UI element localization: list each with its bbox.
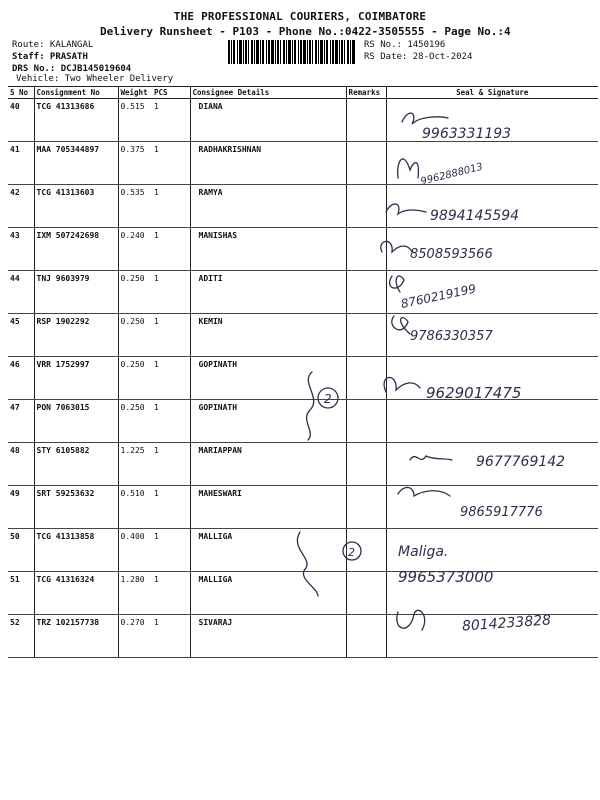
cell-pcs: [152, 486, 190, 529]
handwritten-43: 8508593566: [410, 247, 493, 262]
table-row: [8, 271, 598, 314]
cell-consignment-text: TNJ 9603979: [36, 274, 90, 283]
table-row: [8, 142, 598, 185]
cell-consignee-text: GOPINATH: [198, 360, 238, 369]
cell-pcs-text: 1: [154, 360, 159, 369]
cell-sno: [8, 400, 34, 443]
cell-consignment-text: TCG 41313603: [36, 188, 95, 197]
cell-consignment: [34, 185, 118, 228]
cell-consignment: [34, 357, 118, 400]
cell-weight: [118, 314, 152, 357]
cell-remarks: [346, 99, 386, 142]
runsheet-subtitle: Delivery Runsheet - P103 - Phone No.:0422-3505555 - Page No.:4: [100, 25, 511, 38]
cell-consignment: [34, 142, 118, 185]
cell-sno: [8, 357, 34, 400]
table-row: [8, 400, 598, 443]
cell-signature: [386, 314, 598, 357]
handwritten-42: 9894145594: [430, 208, 520, 224]
cell-consignment-text: MAA 705344897: [36, 145, 100, 154]
cell-signature: [386, 572, 598, 615]
cell-sno-text: 52: [10, 618, 20, 627]
cell-consignee: [190, 357, 346, 400]
drs-number: DRS No.: DCJB145019604: [12, 64, 132, 74]
cell-weight: [118, 357, 152, 400]
cell-pcs-text: 1: [154, 188, 159, 197]
cell-weight: [118, 572, 152, 615]
handwritten-40: 9963331193: [422, 126, 512, 142]
mark-46-47: 2: [324, 392, 332, 406]
col-consignment-header: Consignment No: [34, 87, 118, 99]
cell-pcs: [152, 314, 190, 357]
handwritten-51: 9965373000: [398, 568, 494, 586]
cell-remarks: [346, 486, 386, 529]
cell-pcs: [152, 357, 190, 400]
table-row: [8, 357, 598, 400]
cell-consignee: [190, 99, 346, 142]
cell-sno-text: 42: [10, 188, 20, 197]
cell-consignment-text: SRT 59253632: [36, 489, 95, 498]
col-pcs-header: PCS: [152, 87, 190, 99]
cell-pcs-text: 1: [154, 102, 159, 111]
cell-consignment-text: STY 6105882: [36, 446, 90, 455]
cell-consignee: [190, 529, 346, 572]
vehicle-label: Vehicle: Two Wheeler Delivery: [16, 74, 174, 84]
cell-pcs: [152, 615, 190, 658]
cell-weight: [118, 400, 152, 443]
cell-sno-text: 41: [10, 145, 20, 154]
cell-remarks: [346, 142, 386, 185]
cell-pcs-text: 1: [154, 532, 159, 541]
cell-consignee: [190, 615, 346, 658]
handwritten-45: 9786330357: [410, 329, 493, 344]
cell-signature: [386, 443, 598, 486]
cell-sno: [8, 228, 34, 271]
cell-signature: [386, 228, 598, 271]
cell-weight-text: 0.515: [120, 102, 145, 111]
cell-pcs: [152, 185, 190, 228]
cell-consignee-text: MANISHAS: [198, 231, 238, 240]
mark-50-51: 2: [348, 546, 355, 559]
handwritten-52: 8014233828: [461, 612, 552, 635]
cell-sno-text: 49: [10, 489, 20, 498]
cell-weight-text: 0.250: [120, 360, 145, 369]
cell-consignment-text: TCG 41316324: [36, 575, 95, 584]
cell-remarks: [346, 615, 386, 658]
cell-consignment-text: PON 7063015: [36, 403, 90, 412]
cell-remarks: [346, 443, 386, 486]
cell-consignment: [34, 529, 118, 572]
cell-consignee: [190, 271, 346, 314]
rs-date: RS Date: 28-Oct-2024: [364, 52, 473, 62]
cell-pcs-text: 1: [154, 618, 159, 627]
cell-consignee: [190, 142, 346, 185]
cell-weight: [118, 486, 152, 529]
cell-pcs: [152, 142, 190, 185]
cell-consignee-text: SIVARAJ: [198, 618, 233, 627]
col-signature-header: Seal & Signature: [386, 87, 598, 99]
cell-signature: [386, 615, 598, 658]
cell-sno-text: 50: [10, 532, 20, 541]
cell-sno: [8, 529, 34, 572]
cell-consignment: [34, 443, 118, 486]
cell-sno: [8, 572, 34, 615]
cell-pcs: [152, 443, 190, 486]
cell-weight: [118, 443, 152, 486]
cell-consignee: [190, 486, 346, 529]
cell-weight-text: 1.225: [120, 446, 145, 455]
cell-pcs: [152, 228, 190, 271]
cell-consignment: [34, 314, 118, 357]
cell-pcs: [152, 400, 190, 443]
cell-pcs-text: 1: [154, 489, 159, 498]
cell-pcs: [152, 572, 190, 615]
cell-signature: [386, 400, 598, 443]
cell-remarks: [346, 185, 386, 228]
cell-sno-text: 48: [10, 446, 20, 455]
cell-weight-text: 0.240: [120, 231, 145, 240]
cell-consignment: [34, 99, 118, 142]
cell-pcs: [152, 99, 190, 142]
cell-weight-text: 0.270: [120, 618, 145, 627]
cell-signature: [386, 185, 598, 228]
cell-signature: [386, 529, 598, 572]
handwritten-50-name: Maliga.: [398, 544, 449, 560]
cell-consignee: [190, 400, 346, 443]
table-header-row: [8, 87, 598, 99]
cell-consignment-text: RSP 1902292: [36, 317, 90, 326]
table-row: [8, 529, 598, 572]
rs-number: RS No.: 1450196: [364, 40, 446, 50]
cell-pcs-text: 1: [154, 575, 159, 584]
cell-remarks: [346, 400, 386, 443]
cell-pcs-text: 1: [154, 446, 159, 455]
cell-consignee-text: KEMIN: [198, 317, 223, 326]
cell-consignee-text: MALLIGA: [198, 575, 233, 584]
cell-consignment-text: TCG 41313858: [36, 532, 95, 541]
cell-consignee: [190, 314, 346, 357]
company-title: THE PROFESSIONAL COURIERS, COIMBATORE: [173, 10, 427, 23]
cell-sno: [8, 99, 34, 142]
cell-weight: [118, 615, 152, 658]
cell-sno: [8, 142, 34, 185]
col-weight-header: Weight: [118, 87, 152, 99]
cell-weight-text: 0.535: [120, 188, 145, 197]
cell-signature: [386, 486, 598, 529]
cell-consignee-text: MARIAPPAN: [198, 446, 242, 455]
cell-pcs-text: 1: [154, 317, 159, 326]
table-row: [8, 228, 598, 271]
cell-weight: [118, 142, 152, 185]
cell-sno: [8, 615, 34, 658]
cell-consignee-text: DIANA: [198, 102, 223, 111]
handwritten-44: 8760219199: [399, 281, 478, 312]
cell-consignment: [34, 271, 118, 314]
cell-consignee: [190, 228, 346, 271]
cell-sno: [8, 185, 34, 228]
cell-sno-text: 45: [10, 317, 20, 326]
cell-consignee-text: ADITI: [198, 274, 223, 283]
cell-weight: [118, 228, 152, 271]
handwritten-41: 9962888013: [419, 161, 485, 188]
cell-sno: [8, 486, 34, 529]
cell-sno-text: 40: [10, 102, 20, 111]
cell-pcs-text: 1: [154, 231, 159, 240]
cell-consignment-text: TRZ 102157738: [36, 618, 100, 627]
cell-sno-text: 43: [10, 231, 20, 240]
table-row: [8, 572, 598, 615]
cell-sno-text: 47: [10, 403, 20, 412]
cell-consignee-text: MALLIGA: [198, 532, 233, 541]
cell-weight-text: 0.400: [120, 532, 145, 541]
cell-consignment: [34, 572, 118, 615]
cell-consignment-text: IXM 507242698: [36, 231, 100, 240]
staff-label: Staff: PRASATH: [12, 52, 88, 62]
cell-consignee: [190, 443, 346, 486]
cell-consignment: [34, 615, 118, 658]
cell-pcs-text: 1: [154, 145, 159, 154]
cell-remarks: [346, 572, 386, 615]
cell-pcs-text: 1: [154, 403, 159, 412]
table-row: [8, 486, 598, 529]
cell-remarks: [346, 314, 386, 357]
table-row: [8, 443, 598, 486]
cell-weight-text: 0.250: [120, 317, 145, 326]
cell-weight-text: 0.510: [120, 489, 145, 498]
handwritten-48: 9677769142: [476, 454, 566, 470]
cell-sno: [8, 271, 34, 314]
route-label: Route: KALANGAL: [12, 40, 94, 50]
table-row: [8, 99, 598, 142]
cell-consignee-text: RADHAKRISHNAN: [198, 145, 262, 154]
cell-weight-text: 0.250: [120, 403, 145, 412]
cell-consignment-text: TCG 41313686: [36, 102, 95, 111]
cell-pcs: [152, 529, 190, 572]
cell-weight: [118, 529, 152, 572]
cell-consignee: [190, 572, 346, 615]
cell-weight-text: 0.250: [120, 274, 145, 283]
barcode-image: [228, 40, 356, 64]
cell-signature: [386, 142, 598, 185]
cell-sno: [8, 443, 34, 486]
cell-consignment: [34, 228, 118, 271]
table-row: [8, 185, 598, 228]
runsheet-table: [8, 86, 598, 658]
cell-weight-text: 1.280: [120, 575, 145, 584]
cell-sno-text: 51: [10, 575, 20, 584]
table-row: [8, 314, 598, 357]
cell-weight: [118, 185, 152, 228]
cell-consignment-text: VRR 1752997: [36, 360, 90, 369]
cell-sno-text: 46: [10, 360, 20, 369]
cell-remarks: [346, 271, 386, 314]
col-sno-header: S No: [8, 87, 34, 99]
cell-consignment: [34, 486, 118, 529]
cell-weight: [118, 271, 152, 314]
cell-consignee: [190, 185, 346, 228]
cell-remarks: [346, 529, 386, 572]
cell-remarks: [346, 228, 386, 271]
cell-consignee-text: GOPINATH: [198, 403, 238, 412]
cell-consignee-text: MAHESWARI: [198, 489, 242, 498]
col-remarks-header: Remarks: [346, 87, 386, 99]
cell-sno-text: 44: [10, 274, 20, 283]
handwritten-49: 9865917776: [460, 505, 543, 520]
table-row: [8, 615, 598, 658]
cell-weight: [118, 99, 152, 142]
handwritten-47: 9629017475: [426, 384, 522, 402]
cell-signature: [386, 271, 598, 314]
cell-signature: [386, 357, 598, 400]
col-consignee-header: Consignee Details: [190, 87, 346, 99]
cell-pcs: [152, 271, 190, 314]
cell-sno: [8, 314, 34, 357]
cell-remarks: [346, 357, 386, 400]
cell-consignee-text: RAMYA: [198, 188, 223, 197]
cell-consignment: [34, 400, 118, 443]
cell-weight-text: 0.375: [120, 145, 145, 154]
cell-pcs-text: 1: [154, 274, 159, 283]
cell-signature: [386, 99, 598, 142]
